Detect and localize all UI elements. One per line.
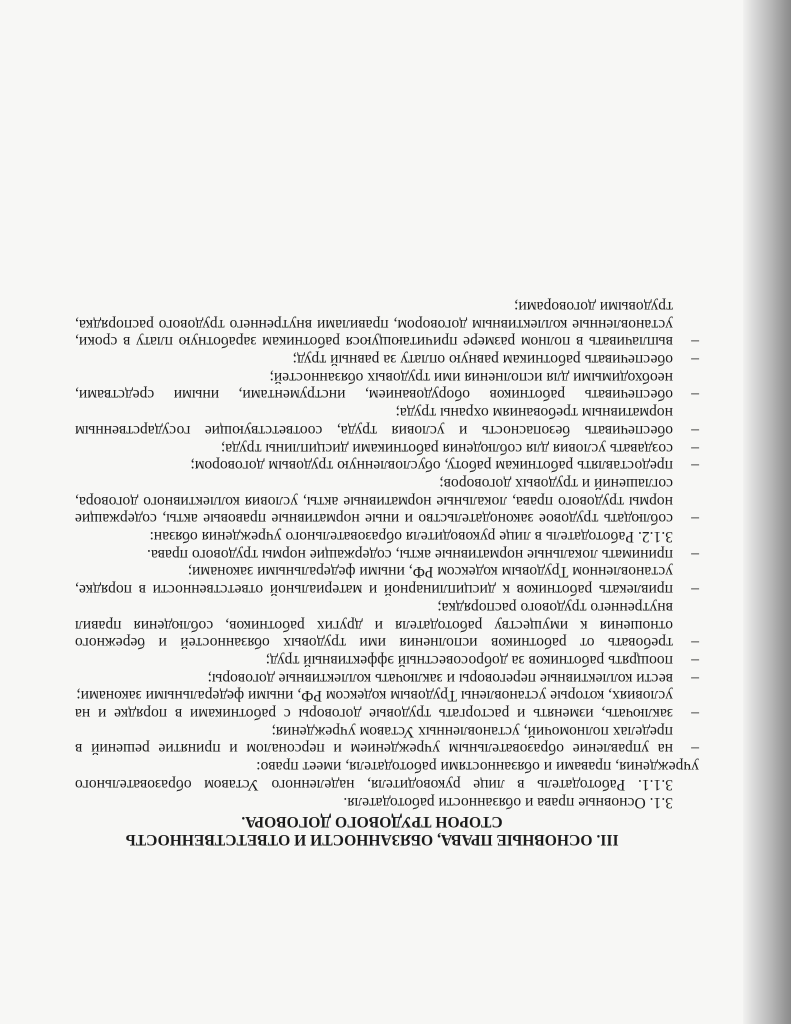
- list-item: [75, 439, 699, 457]
- list-item: [75, 598, 699, 651]
- scanner-edge: [743, 0, 791, 1024]
- subsection-3-1-2: 3.1.2. Работодатель в лице руководителя образовательного учреждения обязан:: [149, 528, 673, 546]
- dash-bullet: –: [691, 510, 699, 528]
- list-item: [75, 457, 699, 475]
- dash-bullet: –: [691, 386, 699, 404]
- list-item-text: обеспечивать безопасность и условия труда, соответствующие государственным нормативным требованиям охраны труда;: [75, 404, 673, 439]
- list-item: [75, 722, 699, 757]
- subsection-3-1: 3.1. Основные права и обязанности работодателя.: [343, 793, 673, 811]
- dash-bullet: –: [691, 581, 699, 599]
- list-item-text: на управление образовательным учреждением и персоналом и принятие решений в пределах полномочий, установленных Уставом учреждения;: [75, 722, 673, 758]
- employer-rights-list: [75, 545, 699, 757]
- dash-bullet: –: [691, 421, 699, 439]
- dash-bullet: –: [691, 740, 699, 758]
- list-item-text: соблюдать трудовое законодательство и иные нормативные правовые акты, содержащие нормы трудового права, локальные нормативные акты, условия коллективного договора, соглашений и трудовых договоров;: [75, 474, 673, 528]
- list-item-text: принимать локальные нормативные акты, содержащие нормы трудового права.: [147, 545, 673, 563]
- list-item-text: обеспечивать работников оборудованием, инструментами, иными средствами, необходимыми для исполнения ими трудовых обязанностей;: [75, 368, 673, 404]
- employer-duties-list: [75, 297, 699, 527]
- list-item: [75, 669, 699, 687]
- dash-bullet: –: [691, 669, 699, 687]
- dash-bullet: –: [691, 333, 699, 351]
- list-item-text: привлекать работников к дисциплинарной и материальной ответственности в порядке, установленном Трудовым кодексом РФ, иными федеральными законами;: [75, 563, 673, 599]
- list-item-text: предоставлять работникам работу, обусловленную трудовым договором;: [190, 457, 673, 475]
- list-item-text: требовать от работников исполнения ими трудовых обязанностей и бережного отношения к имуществу работодателя и других работников, соблюдения правил внутреннего трудового распорядка;: [75, 598, 673, 652]
- list-item: [75, 474, 699, 527]
- section-title: III. ОСНОВНЫЕ ПРАВА, ОБЯЗАННОСТИ И ОТВЕТСТВЕННОСТЬ СТОРОН ТРУДОВОГО ДОГОВОРА.: [125, 813, 619, 848]
- list-item-text: поощрять работников за добросовестный эффективный труд;: [265, 651, 673, 669]
- subsection-3-1-1: 3.1.1. Работодатель в лице руководителя, наделенного Уставом образовательного учреждения, правами и обязанностями работодателя, имеет право:: [75, 758, 699, 793]
- list-item-text: вести коллективные переговоры и заключать коллективные договоры;: [207, 669, 673, 687]
- list-item-text: выплачивать в полном размере причитающуюся работникам заработную плату в сроки, установленные коллективным договором, правилами внутреннего трудового распорядка, трудовыми договорами;: [75, 297, 673, 351]
- list-item: [75, 687, 699, 722]
- dash-bullet: –: [691, 439, 699, 457]
- dash-bullet: –: [691, 351, 699, 369]
- list-item-text: обеспечивать работникам равную оплату за равный труд;: [292, 351, 673, 369]
- document-body: [75, 297, 699, 848]
- dash-bullet: –: [691, 545, 699, 563]
- list-item: [75, 651, 699, 669]
- dash-bullet: –: [691, 651, 699, 669]
- list-item: [75, 545, 699, 563]
- list-item: [75, 368, 699, 403]
- dash-bullet: –: [691, 634, 699, 652]
- list-item-text: заключать, изменять и расторгать трудовые договоры с работниками в порядке и на условиях, которые установлены Трудовым кодексом РФ, иными федеральными законами;: [75, 687, 673, 723]
- list-item: [75, 297, 699, 350]
- list-item: [75, 563, 699, 598]
- list-item: [75, 403, 699, 438]
- dash-bullet: –: [691, 705, 699, 723]
- list-item-text: создавать условия для соблюдения работниками дисциплины труда;: [220, 439, 673, 457]
- dash-bullet: –: [691, 457, 699, 475]
- list-item: [75, 350, 699, 368]
